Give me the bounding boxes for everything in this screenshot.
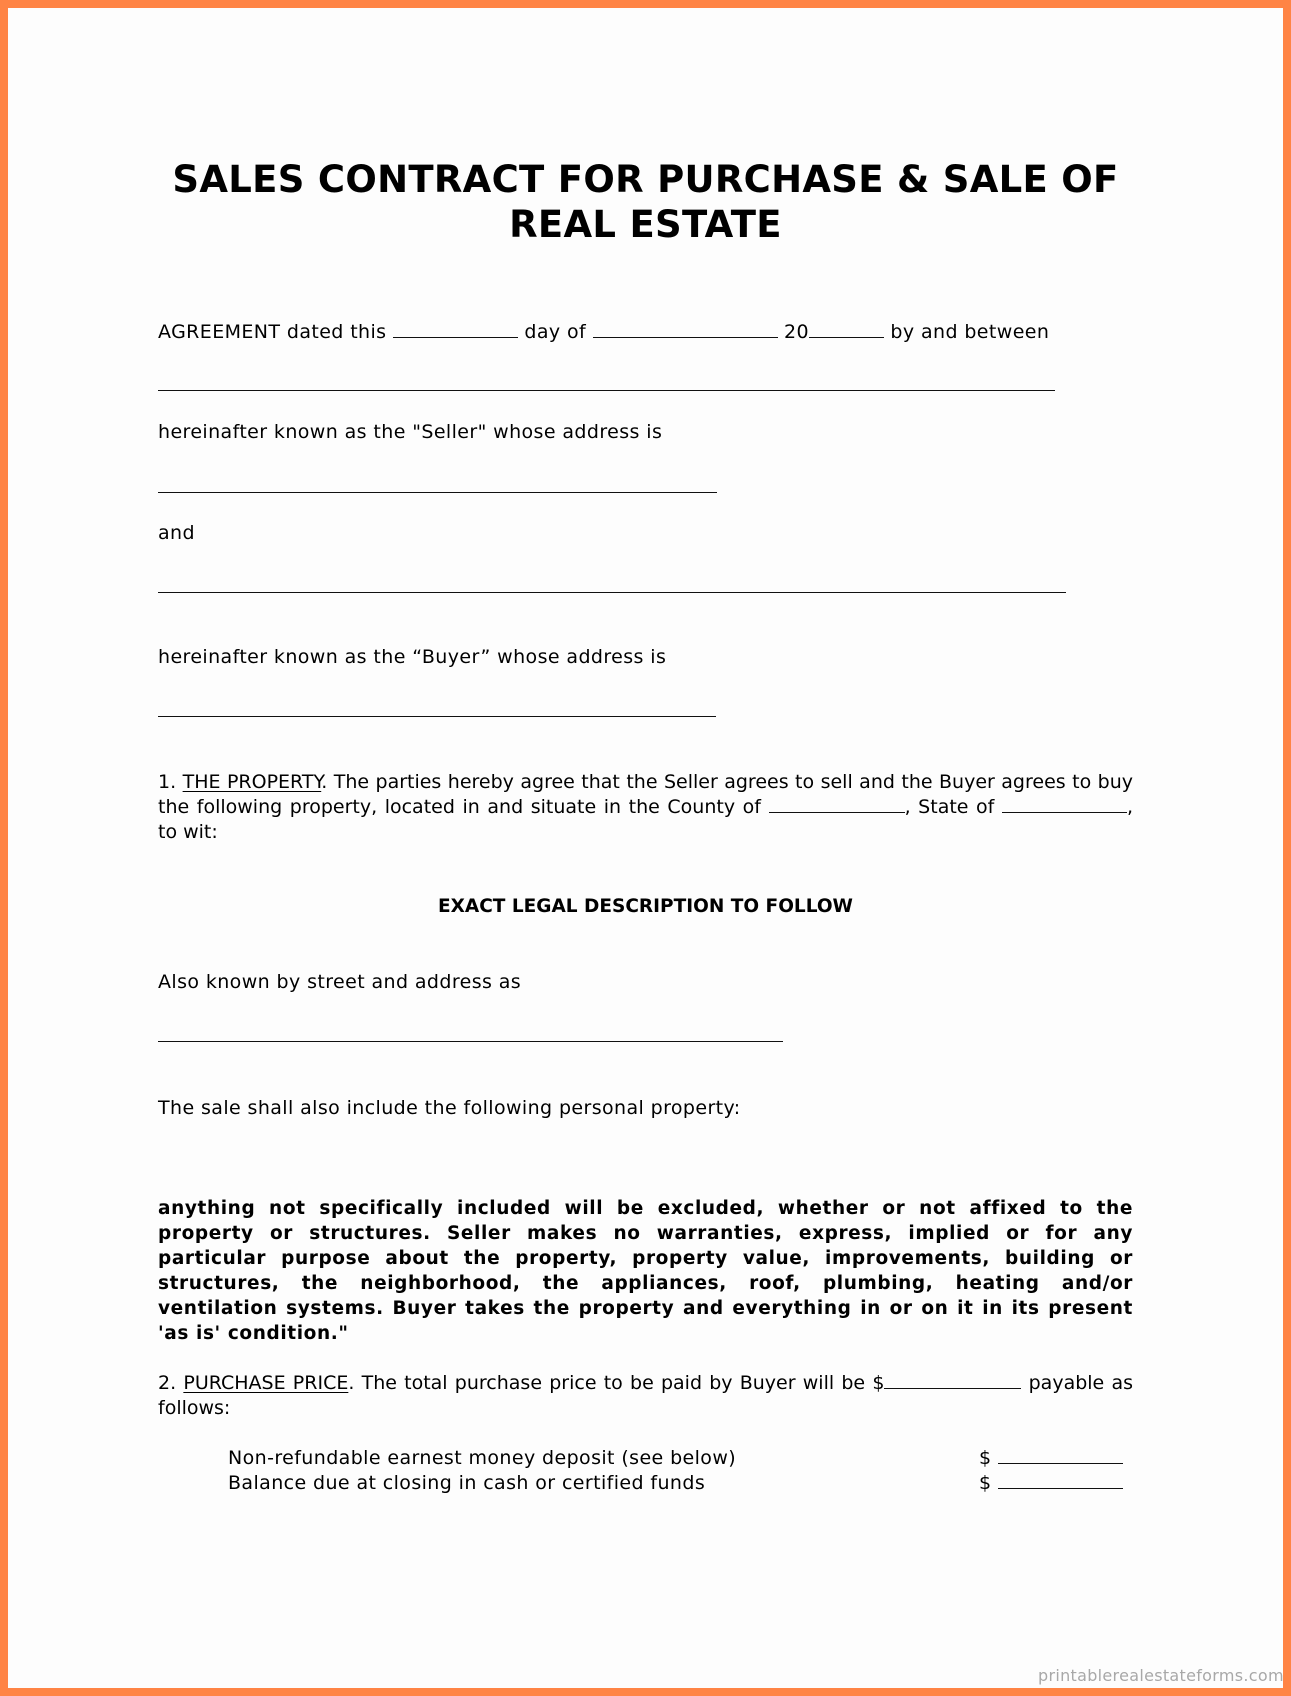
deposit-amount-blank[interactable] (998, 1446, 1123, 1464)
section-1-text-a: . The parties hereby agree that the Seller agrees to sell and the Buyer agrees to buy the following property, located in and situate in the County of (158, 771, 1133, 818)
payment-row-deposit-amount (979, 1446, 1123, 1471)
total-price-blank[interactable] (884, 1371, 1021, 1389)
and-label: and (158, 522, 195, 544)
section-1-property (158, 770, 1133, 845)
document-title-line1: SALES CONTRACT FOR PURCHASE & SALE OF (172, 158, 1119, 201)
section-1-number: 1. (158, 771, 177, 793)
as-is-disclaimer: anything not specifically included will be excluded, whether or not affixed to the property or structures. Seller makes no warranties, express, implied or for any particular purpose about the property, property value, improvements, building or structures, the neighborhood, the appliances, roof, plumbing, heating and/or ventilation systems. Buyer takes the property and everything in or on it in its present 'as is' condition." (158, 1198, 1133, 1344)
currency-symbol: $ (979, 1447, 992, 1469)
document-title-line2: REAL ESTATE (509, 203, 782, 246)
watermark: printablerealestateforms.com (1038, 1666, 1284, 1685)
payment-row-deposit-label: Non-refundable earnest money deposit (see below) (228, 1447, 737, 1469)
section-2-text-b: payable as follows: (158, 1372, 1133, 1419)
state-blank[interactable] (1002, 795, 1127, 813)
section-1-heading: THE PROPERTY (182, 771, 322, 793)
balance-amount-blank[interactable] (998, 1471, 1123, 1489)
buyer-name-blank[interactable] (158, 592, 1066, 593)
county-blank[interactable] (769, 795, 905, 813)
agreement-line (158, 320, 1049, 345)
seller-label: hereinafter known as the "Seller" whose address is (158, 421, 663, 443)
personal-property-label: The sale shall also include the following personal property: (158, 1097, 741, 1119)
payment-row-balance-label: Balance due at closing in cash or certified funds (228, 1472, 706, 1494)
document-page (8, 8, 1283, 1688)
section-1-text-b: , State of (904, 796, 995, 818)
section-2-heading: PURCHASE PRICE (183, 1372, 349, 1394)
legal-description-heading: EXACT LEGAL DESCRIPTION TO FOLLOW (438, 896, 853, 917)
buyer-address-blank[interactable] (158, 716, 716, 717)
agreement-year-prefix: 20 (783, 321, 809, 343)
seller-address-blank[interactable] (158, 492, 717, 493)
section-1-text-c: , to wit: (158, 796, 1134, 843)
section-2-purchase-price (158, 1371, 1133, 1421)
section-2-number: 2. (158, 1372, 177, 1394)
section-2-text-a: . The total purchase price to be paid by Buyer will be $ (348, 1372, 885, 1394)
month-blank[interactable] (593, 320, 778, 338)
agreement-suffix: by and between (890, 321, 1050, 343)
year-blank[interactable] (809, 320, 884, 338)
also-known-label: Also known by street and address as (158, 971, 522, 993)
seller-name-blank[interactable] (158, 390, 1055, 391)
agreement-prefix: AGREEMENT dated this (158, 321, 387, 343)
buyer-label: hereinafter known as the “Buyer” whose address is (158, 646, 667, 668)
payment-row-balance-amount (979, 1471, 1123, 1496)
street-address-blank[interactable] (158, 1041, 783, 1042)
agreement-day-of: day of (524, 321, 587, 343)
day-blank[interactable] (393, 320, 518, 338)
currency-symbol: $ (979, 1472, 992, 1494)
